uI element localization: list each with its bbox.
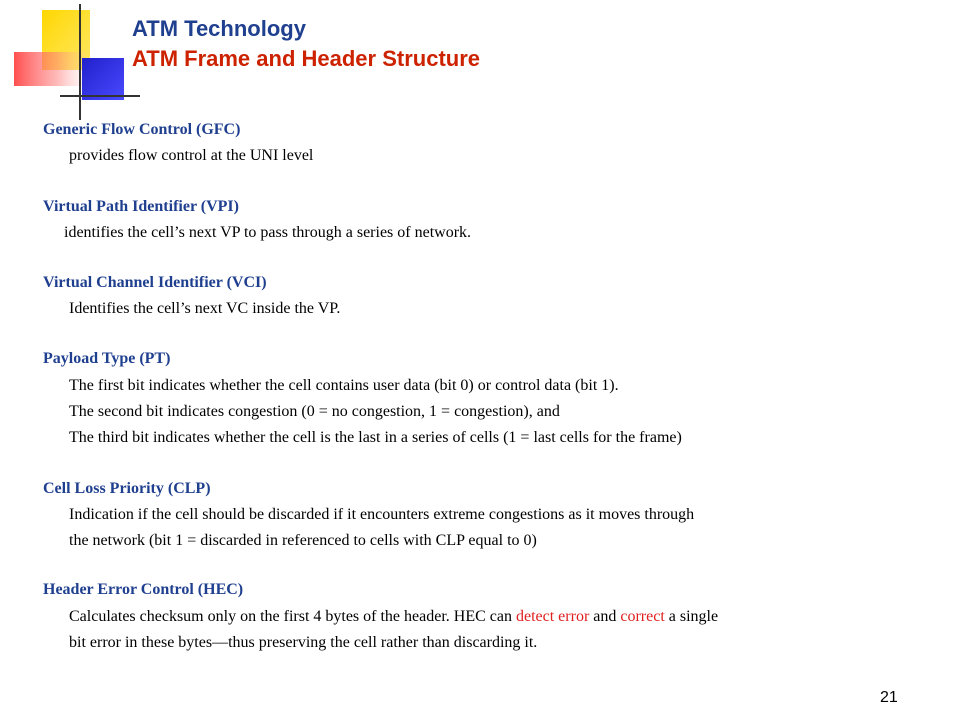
field-text-vpi: identifies the cell’s next VP to pass through a series of network. xyxy=(64,224,472,241)
field-text-vci: Identifies the cell’s next VC inside the VP. xyxy=(69,300,341,317)
field-text-pt-1: The first bit indicates whether the cell contains user data (bit 0) or control data (bit 1). xyxy=(69,377,619,394)
field-text-pt-3: The third bit indicates whether the cell is the last in a series of cells (1 = last cells for the frame) xyxy=(69,429,682,446)
hec-text-c: a single xyxy=(664,608,719,625)
hec-text-a: Calculates checksum only on the first 4 bytes of the header. HEC can xyxy=(69,608,516,625)
field-text-gfc: provides flow control at the UNI level xyxy=(69,147,314,164)
field-heading-clp: Cell Loss Priority (CLP) xyxy=(43,480,211,497)
field-heading-hec: Header Error Control (HEC) xyxy=(43,581,244,598)
field-heading-vpi: Virtual Path Identifier (VPI) xyxy=(43,198,239,215)
slide-subtitle: ATM Frame and Header Structure xyxy=(132,46,481,71)
field-text-hec-2: bit error in these bytes—thus preserving the cell rather than discarding it. xyxy=(69,634,538,651)
field-text-clp-2: the network (bit 1 = discarded in referenced to cells with CLP equal to 0) xyxy=(69,532,537,549)
page-number: 21 xyxy=(880,689,898,706)
field-heading-vci: Virtual Channel Identifier (VCI) xyxy=(43,274,267,291)
slide-title: ATM Technology xyxy=(132,16,306,41)
hec-text-b: and xyxy=(589,608,621,625)
field-text-clp-1: Indication if the cell should be discarded if it encounters extreme congestions as it moves through xyxy=(69,506,695,523)
hec-highlight-correct: correct xyxy=(620,608,665,625)
field-heading-pt: Payload Type (PT) xyxy=(43,350,171,367)
field-text-pt-2: The second bit indicates congestion (0 = no congestion, 1 = congestion), and xyxy=(69,403,560,420)
hec-highlight-detect-error: detect error xyxy=(515,608,590,625)
field-text-hec-1 xyxy=(69,608,718,626)
field-heading-gfc: Generic Flow Control (GFC) xyxy=(43,121,241,138)
